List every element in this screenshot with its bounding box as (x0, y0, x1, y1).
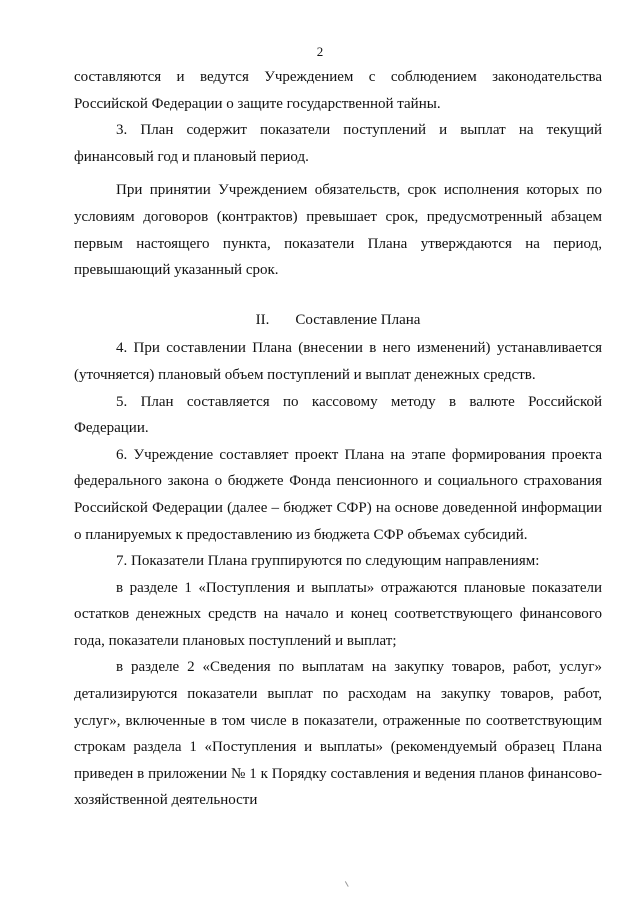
paragraph-obligations: При принятии Учреждением обязательств, срок исполнения которых по условиям договоров (контрактов) превышает срок, предусмотренный абзацем первым настоящего пункта, показатели Плана утверждаются на период, превышающий указанный срок. (74, 182, 602, 279)
document-body (74, 64, 602, 814)
paragraph-continuation: составляются и ведутся Учреждением с соблюдением законодательства Российской Федерации о защите государственной тайны. (74, 69, 602, 112)
section-number: II. (255, 311, 270, 328)
paragraph-section-2: в разделе 2 «Сведения по выплатам на закупку товаров, работ, услуг» детализируются показатели выплат по расходам на закупку товаров, работ, услуг», включенные в том числе в показатели, отраженные по соответствующим строкам раздела 1 «Поступления и выплаты» (рекомендуемый образец Плана приведен в приложении № 1 к Порядку составления и ведения планов финансово-хозяйственной деятельности (74, 659, 602, 809)
paragraph-item-5: 5. План составляется по кассовому методу в валюте Российской Федерации. (74, 393, 602, 437)
section-title: Составление Плана (295, 311, 421, 328)
paragraph-item-7: 7. Показатели Плана группируются по следующим направлениям: (116, 553, 540, 570)
paragraph-item-4: 4. При составлении Плана (внесении в него изменений) устанавливается (уточняется) плановый объем поступлений и выплат денежных средств. (74, 340, 602, 383)
scan-artifact (345, 879, 352, 887)
paragraph-item-6: 6. Учреждение составляет проект Плана на этапе формирования проекта федерального закона о бюджете Фонда пенсионного и социального страхования Российской Федерации (далее – бюджет СФР) на основе доведенной информации о планируемых к предоставлению из бюджета СФР объемах субсидий. (74, 446, 602, 543)
paragraph-item-3: 3. План содержит показатели поступлений и выплат на текущий финансовый год и плановый период. (74, 122, 602, 165)
paragraph-section-1: в разделе 1 «Поступления и выплаты» отражаются плановые показатели остатков денежных средств на начало и конец соответствующего финансового года, показатели плановых поступлений и выплат; (74, 579, 602, 649)
page-number: 2 (316, 44, 324, 59)
section-heading (74, 307, 602, 334)
